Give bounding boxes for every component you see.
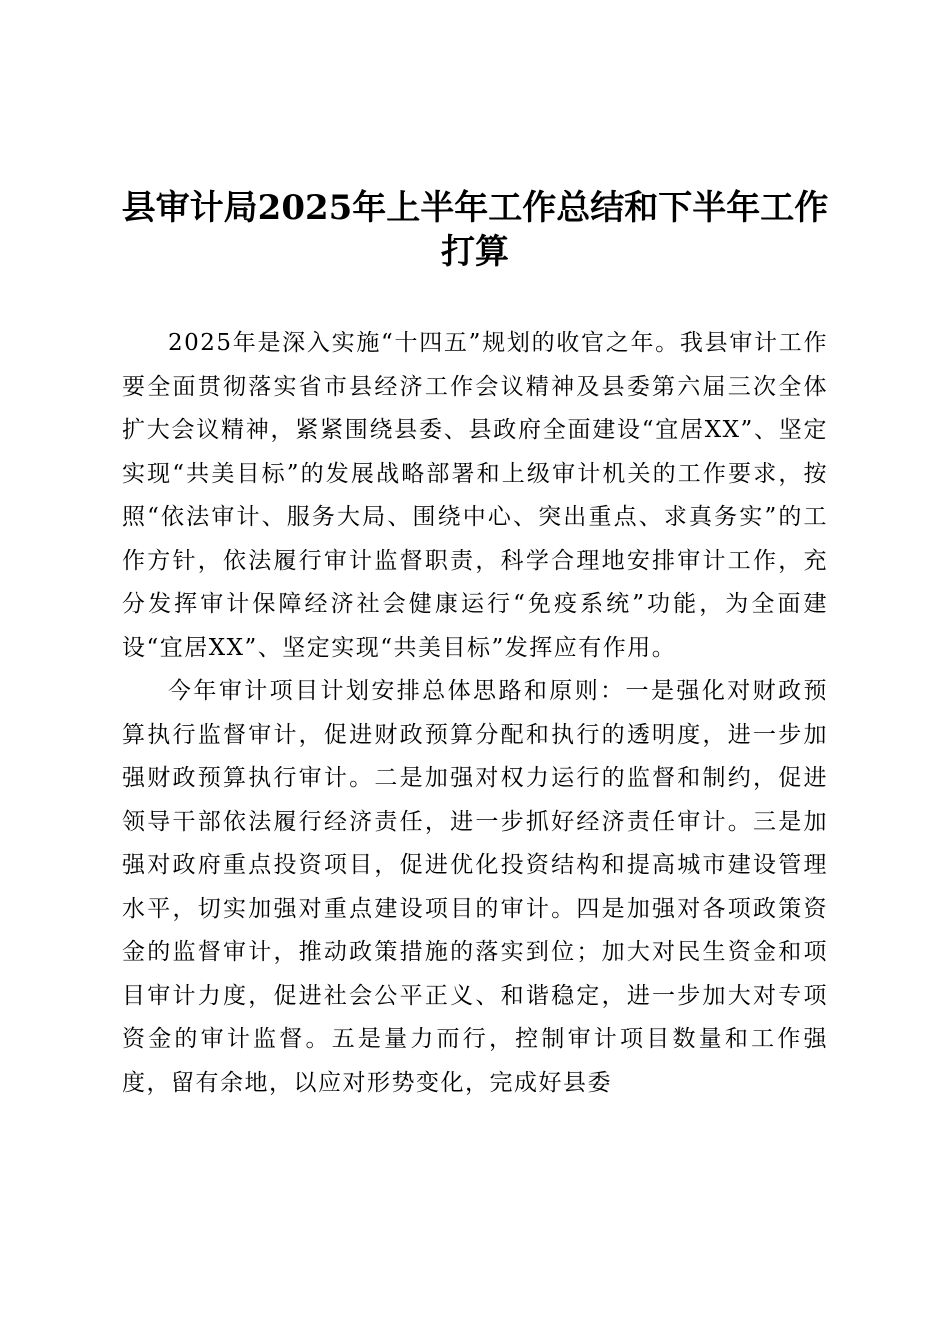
document-body [122, 322, 828, 1105]
paragraph-intro: 2025年是深入实施“十四五”规划的收官之年。我县审计工作要全面贯彻落实省市县经济工作会议精神及县委第六届三次全体扩大会议精神，紧紧围绕县委、县政府全面建设“宜居XX”、坚定实现“共美目标”的发展战略部署和上级审计机关的工作要求，按照“依法审计、服务大局、围绕中心、突出重点、求真务实”的工作方针，依法履行审计监督职责，科学合理地安排审计工作，充分发挥审计保障经济社会健康运行“免疫系统”功能，为全面建设“宜居XX”、坚定实现“共美目标”发挥应有作用。 [122, 330, 828, 661]
document-title: 县审计局2025年上半年工作总结和下半年工作打算 [121, 188, 829, 272]
paragraph-plan-principles: 今年审计项目计划安排总体思路和原则：一是强化对财政预算执行监督审计，促进财政预算分配和执行的透明度，进一步加强财政预算执行审计。二是加强对权力运行的监督和制约，促进领导干部依法履行经济责任，进一步抓好经济责任审计。三是加强对政府重点投资项目，促进优化投资结构和提高城市建设管理水平，切实加强对重点建设项目的审计。四是加强对各项政策资金的监督审计，推动政策措施的落实到位；加大对民生资金和项目审计力度，促进社会公平正义、和谐稳定，进一步加大对专项资金的审计监督。五是量力而行，控制审计项目数量和工作强度，留有余地，以应对形势变化，完成好县委 [122, 678, 828, 1096]
